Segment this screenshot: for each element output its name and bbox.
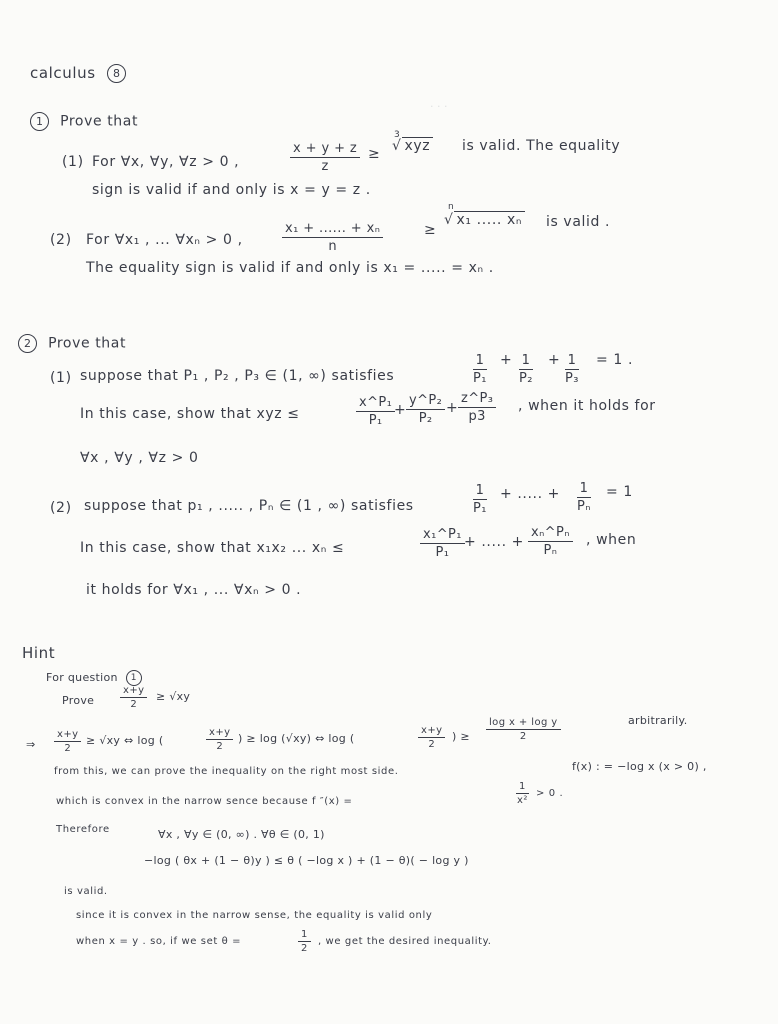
q2-p1-eq1: = 1 . — [596, 352, 633, 368]
q2-p2-term1-den: P₁ — [435, 545, 450, 560]
hint-l8-frac-num: 1 — [298, 928, 311, 942]
header-number: 8 — [107, 64, 126, 83]
q1-p1-numerator: x + y + z — [290, 140, 360, 158]
hint-l1-frac-d-num: log x + log y — [486, 716, 561, 730]
hint-therefore: Therefore — [56, 824, 110, 835]
q1-p2-fraction — [282, 220, 383, 255]
q2-number: 2 — [18, 334, 37, 353]
q1-p2-line2: The equality sign is valid if and only is x₁ = ..... = xₙ . — [86, 260, 494, 276]
hint-l5: −log ( θx + (1 − θ)y ) ≤ θ ( −log x ) + (1 − θ)( − log y ) — [144, 854, 469, 867]
hint-arrow: ⇒ — [26, 738, 36, 751]
q1-p1-fraction — [290, 140, 360, 175]
q1-p1-ge: ≥ — [368, 146, 381, 162]
q2-p1-frac1-den: P₁ — [473, 371, 487, 386]
hint-l8b: , we get the desired inequality. — [318, 936, 492, 947]
q2-p2-tdots: + ..... + — [464, 534, 525, 550]
q2-p2-case: In this case, show that x₁x₂ ... xₙ ≤ — [80, 540, 345, 556]
q1-p1-label: (1) — [62, 154, 84, 170]
hint-for-question-text: For question — [46, 671, 118, 684]
q2-p1-frac1 — [470, 352, 490, 387]
q2-p1-when: , when it holds for — [518, 398, 656, 414]
q2-p1-frac1-num: 1 — [473, 352, 488, 370]
q2-p2-eq1: = 1 — [606, 484, 633, 500]
hint-l8-frac — [298, 928, 311, 955]
q2-p2-frac1 — [470, 482, 490, 517]
hint-l3-frac-den: x² — [517, 795, 528, 806]
hint-prove-frac-den: 2 — [130, 699, 138, 710]
q2-p1-term1 — [356, 394, 395, 429]
hint-l3-end: > 0 . — [536, 788, 564, 799]
hint-l8a: when x = y . so, if we set θ = — [76, 936, 242, 947]
hint-l1-b: ) ≥ log (√xy) ⇔ log ( — [238, 732, 355, 745]
hint-question-number: 1 — [126, 670, 142, 686]
hint-prove-frac-num: x+y — [120, 684, 147, 698]
q2-p1-term1-num: x^P₁ — [356, 394, 395, 412]
q2-p1-label: (1) — [50, 370, 72, 386]
q2-p2-termn-num: xₙ^Pₙ — [528, 524, 573, 542]
hint-l1-frac-c-den: 2 — [428, 739, 436, 750]
q2-p1-frac2-num: 1 — [519, 352, 534, 370]
header-title: calculus — [30, 64, 96, 82]
hint-prove: Prove — [62, 694, 95, 707]
q2-p1-frac3-num: 1 — [565, 352, 580, 370]
hint-prove-ge: ≥ √xy — [156, 690, 191, 703]
hint-l1-frac-c — [418, 724, 445, 751]
hint-l7: since it is convex in the narrow sense, the equality is valid only — [76, 910, 433, 921]
q1-p1-root-index: 3 — [394, 130, 400, 140]
hint-l1-frac-b-den: 2 — [216, 741, 224, 752]
q2-p1-case: In this case, show that xyz ≤ — [80, 406, 300, 422]
q1-p1-valid: is valid. The equality — [462, 138, 621, 154]
hint-l1-c: ) ≥ — [452, 730, 470, 743]
q2-p2-term1 — [420, 526, 465, 561]
hint-l1-frac-b — [206, 726, 233, 753]
q1-p1-for: For ∀x, ∀y, ∀z > 0 , — [92, 154, 240, 170]
q1-p1-radicand: xyz — [402, 137, 434, 154]
q1-p2-ge: ≥ — [424, 222, 437, 238]
q2-p1-plus1: + — [500, 352, 513, 368]
hint-l2: from this, we can prove the inequality on the right most side. — [54, 766, 399, 777]
q2-p1-term3-den: p3 — [468, 409, 486, 424]
q1-heading — [30, 112, 138, 131]
hint-l1-arbitrarily: arbitrarily. — [628, 714, 688, 727]
q1-p2-numerator: x₁ + ...... + xₙ — [282, 220, 383, 238]
q2-p1-frac2 — [516, 352, 536, 387]
q1-p2-denominator: n — [328, 239, 337, 254]
q2-p2-termn-den: Pₙ — [543, 543, 558, 558]
hint-title: Hint — [22, 644, 56, 662]
page-header — [30, 64, 132, 83]
q2-p2-dots: + ..... + — [500, 486, 561, 502]
q2-p1-frac2-den: P₂ — [519, 371, 533, 386]
q2-p2-frac1-num: 1 — [473, 482, 488, 500]
hint-l2-f: f(x) : = −log x (x > 0) , — [572, 760, 707, 773]
q1-p1-root: √ xyz — [392, 138, 433, 154]
q2-p1-term1-den: P₁ — [368, 413, 383, 428]
q2-p2-when: , when — [586, 532, 637, 548]
q2-p2-text: suppose that p₁ , ..... , Pₙ ∈ (1 , ∞) satisfies — [84, 498, 414, 514]
hint-l4: ∀x , ∀y ∈ (0, ∞) . ∀θ ∈ (0, 1) — [158, 828, 325, 841]
q1-heading-text: Prove that — [60, 113, 139, 130]
q2-p1-plus3: + — [394, 402, 407, 418]
hint-l1-frac-b-num: x+y — [206, 726, 233, 740]
q2-p2-frac1-den: P₁ — [473, 501, 487, 516]
q2-p2-fracn-num: 1 — [577, 480, 592, 498]
q1-p1-line2: sign is valid if and only is x = y = z . — [92, 182, 371, 198]
hint-l1-frac-a-den: 2 — [64, 743, 72, 754]
hint-l3-frac-num: 1 — [516, 780, 529, 794]
q2-p2-term1-num: x₁^P₁ — [420, 526, 465, 544]
q2-p1-plus4: + — [446, 400, 459, 416]
hint-l1-a: ≥ √xy ⇔ log ( — [86, 734, 164, 747]
q1-p2-radicand: x₁ ..... xₙ — [454, 211, 526, 228]
hint-l1-frac-d — [486, 716, 561, 743]
q2-p1-term3-num: z^P₃ — [458, 390, 496, 408]
hint-l8-frac-den: 2 — [301, 943, 308, 954]
hint-l1-frac-d-den: 2 — [519, 731, 527, 742]
q1-p2-root-index: n — [448, 202, 454, 212]
q2-p1-frac3-den: P₃ — [565, 371, 579, 386]
q1-p2-label: (2) — [50, 232, 72, 248]
q1-number: 1 — [30, 112, 49, 131]
q1-p2-root: √ x₁ ..... xₙ — [444, 212, 525, 228]
q2-p2-termn — [528, 524, 573, 559]
q2-p1-frac3 — [562, 352, 582, 387]
q2-p1-term2-num: y^P₂ — [406, 392, 445, 410]
q2-p1-term3 — [458, 390, 496, 425]
q2-p1-term2-den: P₂ — [418, 411, 433, 426]
hint-l1-frac-a — [54, 728, 81, 755]
q2-p2-fracn-den: Pₙ — [577, 499, 591, 514]
hint-prove-frac — [120, 684, 147, 711]
q2-p1-forall: ∀x , ∀y , ∀z > 0 — [80, 450, 199, 466]
q2-p1-term2 — [406, 392, 445, 427]
q1-p2-valid: is valid . — [546, 214, 611, 230]
q2-p1-text: suppose that P₁ , P₂ , P₃ ∈ (1, ∞) satisfies — [80, 368, 395, 384]
q2-heading — [18, 334, 126, 353]
q2-p2-fracn — [574, 480, 594, 515]
hint-l6: is valid. — [64, 886, 108, 897]
q1-p2-for: For ∀x₁ , ... ∀xₙ > 0 , — [86, 232, 243, 248]
q2-p2-label: (2) — [50, 500, 72, 516]
hint-l3: which is convex in the narrow sence because f ″(x) = — [56, 796, 353, 807]
hint-l3-frac — [514, 780, 531, 807]
q2-heading-text: Prove that — [48, 335, 127, 352]
q2-p2-holds: it holds for ∀x₁ , ... ∀xₙ > 0 . — [86, 582, 302, 598]
q2-p1-plus2: + — [548, 352, 561, 368]
hint-l1-frac-c-num: x+y — [418, 724, 445, 738]
show-through-text: · · · — [430, 100, 448, 113]
q1-p1-denominator: z — [321, 159, 329, 174]
hint-l1-frac-a-num: x+y — [54, 728, 81, 742]
